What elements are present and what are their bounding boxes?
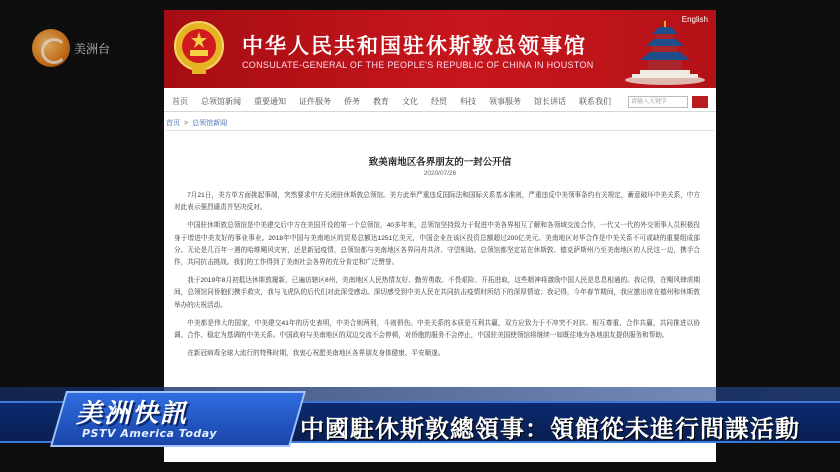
nav-item-documents[interactable]: 证件服务 <box>299 97 331 106</box>
divider <box>166 130 714 131</box>
nav-item-education[interactable]: 教育 <box>373 97 389 106</box>
news-headline: 中國駐休斯敦總領事：領館從未進行間諜活動 <box>300 415 800 443</box>
article-paragraph: 中美都是伟大的国家，中美建交41年的历史表明，中美合则两利，斗则俱伤。中美关系的本质是互利共赢，双方应致力于不冲突不对抗、相互尊重、合作共赢，共同推进以协调、合作、稳定为基调的中美关系。中国政府与美南地区的双边交流不会停顿，对侨胞的服务不会停止，中国驻美国使领馆将继续一如既往地为各地朋友提供服务和帮助。 <box>174 319 700 340</box>
article-title: 致美南地区各界朋友的一封公开信 <box>368 158 512 168</box>
article-date: 2020/07/26 <box>423 170 457 177</box>
channel-logo-icon <box>32 29 70 67</box>
article-body <box>174 190 700 366</box>
channel-watermark <box>32 28 140 68</box>
nav-item-news[interactable]: 总领馆新闻 <box>201 97 241 106</box>
nav-item-consular[interactable]: 领事服务 <box>489 97 521 106</box>
breadcrumb-separator: > <box>184 120 189 127</box>
temple-of-heaven-icon <box>624 20 706 86</box>
site-subtitle: CONSULATE-GENERAL OF THE PEOPLE'S REPUBLIC OF CHINA IN HOUSTON <box>242 60 594 70</box>
article-paragraph: 中国驻休斯敦总领馆是中美建交后中方在美国开设的第一个总领馆，40多年来，总领馆坚持致力于促进中美各界相互了解和各领域交流合作，一代又一代的外交领事人员积极投身于增进中美友好的事业事业。2018年中国与美南地区的贸易总额达1251亿美元，中国企业在该区投资总额超过200亿美元。美南地区对华合作是中美关系不可或缺的重要组成部分。无论是几百年一遇的哈维飓风灾害，还是新冠疫情，总领馆都与美南地区各界同舟共济、守望相助。总领馆都坚定站在休斯敦、德克萨斯州乃至美南地区的人民这一边，携手合作，共同抗击挑战。我们的工作得到了美南社会各界的充分肯定和广泛赞誉。 <box>174 222 700 267</box>
nav-item-contact[interactable]: 联系我们 <box>579 97 611 106</box>
breadcrumb-section[interactable]: 总领馆新闻 <box>192 120 228 127</box>
nav-item-notices[interactable]: 重要通知 <box>254 97 286 106</box>
search-input[interactable]: 请输入关键字 <box>628 96 688 108</box>
english-link[interactable]: English <box>681 15 708 24</box>
national-emblem-icon <box>172 18 226 78</box>
article-paragraph: 7月21日，美方单方面挑起事端，突然要求中方关闭驻休斯敦总领馆。美方此举严重违反国际法和国际关系基本准则，严重违反中美领事条约有关规定，蓄意破坏中美关系，中方对此表示强烈谴责并坚决反对。 <box>174 192 700 212</box>
breadcrumb-home[interactable]: 首页 <box>166 120 180 127</box>
main-nav <box>164 92 716 112</box>
breadcrumb <box>166 118 227 128</box>
nav-item-trade[interactable]: 经贸 <box>431 97 447 106</box>
channel-watermark-text: 美洲台 <box>74 41 111 56</box>
news-ticker <box>0 387 840 450</box>
article-paragraph: 在新冠病毒全球大流行的特殊时期，我衷心祝愿美南地区各界朋友身体健康、平安顺遂。 <box>187 350 445 358</box>
nav-item-home[interactable]: 首页 <box>172 97 188 106</box>
program-logo-subtitle: PSTV America Today <box>82 427 218 440</box>
nav-item-overseas[interactable]: 侨务 <box>344 97 360 106</box>
nav-item-culture[interactable]: 文化 <box>402 97 418 106</box>
article-paragraph: 我于2019年8月初抵达休斯敦履新，已遍访辖区8州，美南地区人民热情友好、勤劳勇敢、不畏艰险、开拓进取，这些精神将激励中国人民是息息相通的。我记得，在飓风肆虐期间，总领馆同侨胞们携手救灾，我与飞虎队的后代们对此深受感动。深切感受到中美人民在共同抗击疫情时所结下的深厚情谊；我记得，今年春节期间，我应邀出席在德州和休斯敦举办的庆祝活动。 <box>174 277 700 309</box>
program-logo-text: 美洲快訊 <box>76 399 189 429</box>
search-button[interactable] <box>692 96 708 108</box>
site-title: 中华人民共和国驻休斯敦总领事馆 <box>242 33 587 58</box>
nav-item-speeches[interactable]: 馆长讲话 <box>534 97 566 106</box>
site-banner <box>164 10 716 88</box>
nav-item-science[interactable]: 科技 <box>460 97 476 106</box>
